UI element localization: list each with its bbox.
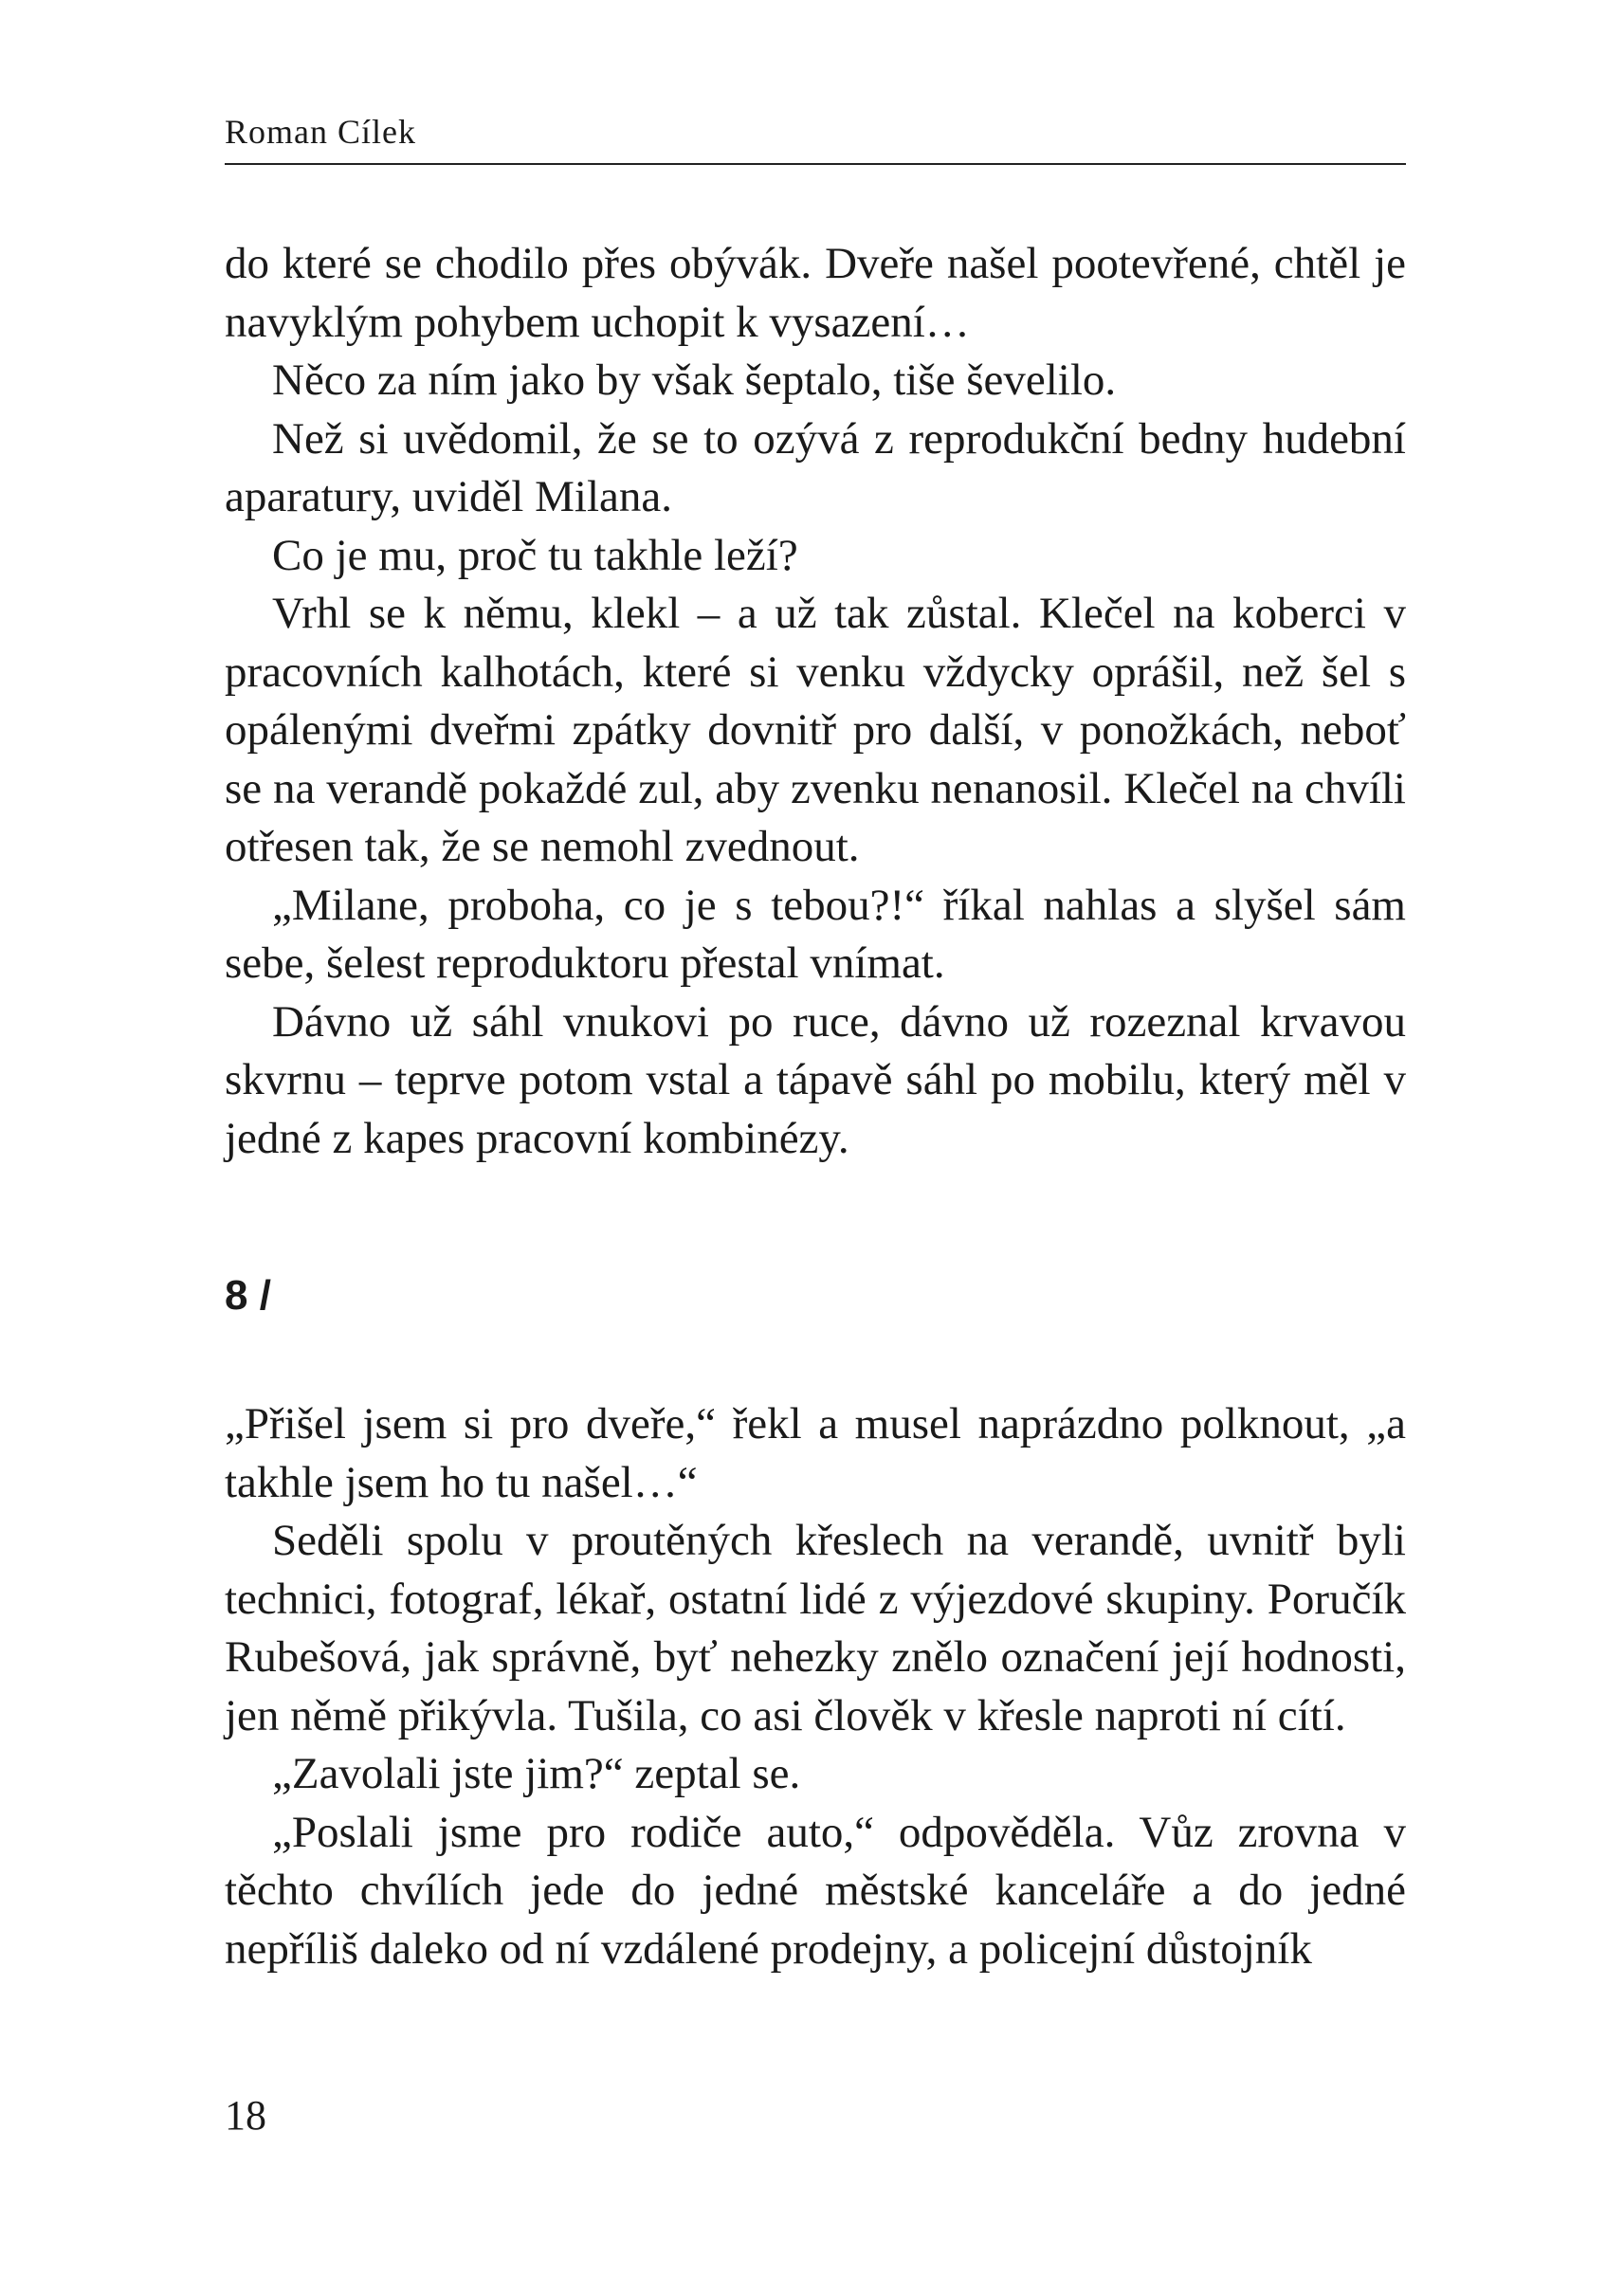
chapter-heading: 8 / — [225, 1272, 271, 1319]
paragraph: „Poslali jsme pro rodiče auto,“ odpověděla. Vůz zrovna v těchto chvílích jede do jedné městské kanceláře a do jedné nepříliš daleko od ní vzdálené prodejny, a policejní důstojník — [225, 1807, 1406, 1974]
paragraph: Něco za ním jako by však šeptalo, tiše ševelilo. — [272, 355, 1117, 405]
paragraph: Vrhl se k němu, klekl – a už tak zůstal. Klečel na koberci v pracovních kalhotách, které si venku vždycky oprášil, než šel s opálenými dveřmi zpátky dovnitř pro další, v ponožkách, neboť se na verandě pokaždé zul, aby zvenku nenanosil. Klečel na chvíli otřesen tak, že se nemohl zvednout. — [225, 589, 1406, 871]
page-number: 18 — [225, 2092, 266, 2139]
paragraph: „Přišel jsem si pro dveře,“ řekl a musel naprázdno polknout, „a takhle jsem ho tu našel…“ — [225, 1399, 1406, 1507]
header-author: Roman Cílek — [225, 113, 416, 151]
paragraph: „Zavolali jste jim?“ zeptal se. — [272, 1749, 801, 1798]
body-text-section-a — [225, 235, 1406, 1168]
paragraph: Co je mu, proč tu takhle leží? — [272, 530, 798, 580]
paragraph: Než si uvědomil, že se to ozývá z reprodukční bedny hudební aparatury, uviděl Milana. — [225, 413, 1406, 521]
paragraph: „Milane, proboha, co je s tebou?!“ říkal nahlas a slyšel sám sebe, šelest reproduktoru přestal vnímat. — [225, 880, 1406, 988]
paragraph: do které se chodilo přes obývák. Dveře našel pootevřené, chtěl je navyklým pohybem uchopit k vysazení… — [225, 239, 1406, 347]
paragraph: Seděli spolu v proutěných křeslech na verandě, uvnitř byli technici, fotograf, lékař, ostatní lidé z výjezdové skupiny. Poručík Rubešová, jak správně, byť nehezky znělo označení její hodnosti, jen němě přikývla. Tušila, co asi člověk v křesle naproti ní cítí. — [225, 1516, 1406, 1740]
paragraph: Dávno už sáhl vnukovi po ruce, dávno už rozeznal krvavou skvrnu – teprve potom vstal a tápavě sáhl po mobilu, který měl v jedné z kapes pracovní kombinézy. — [225, 996, 1406, 1163]
body-text-section-b — [225, 1395, 1406, 1978]
running-header — [225, 106, 1406, 165]
